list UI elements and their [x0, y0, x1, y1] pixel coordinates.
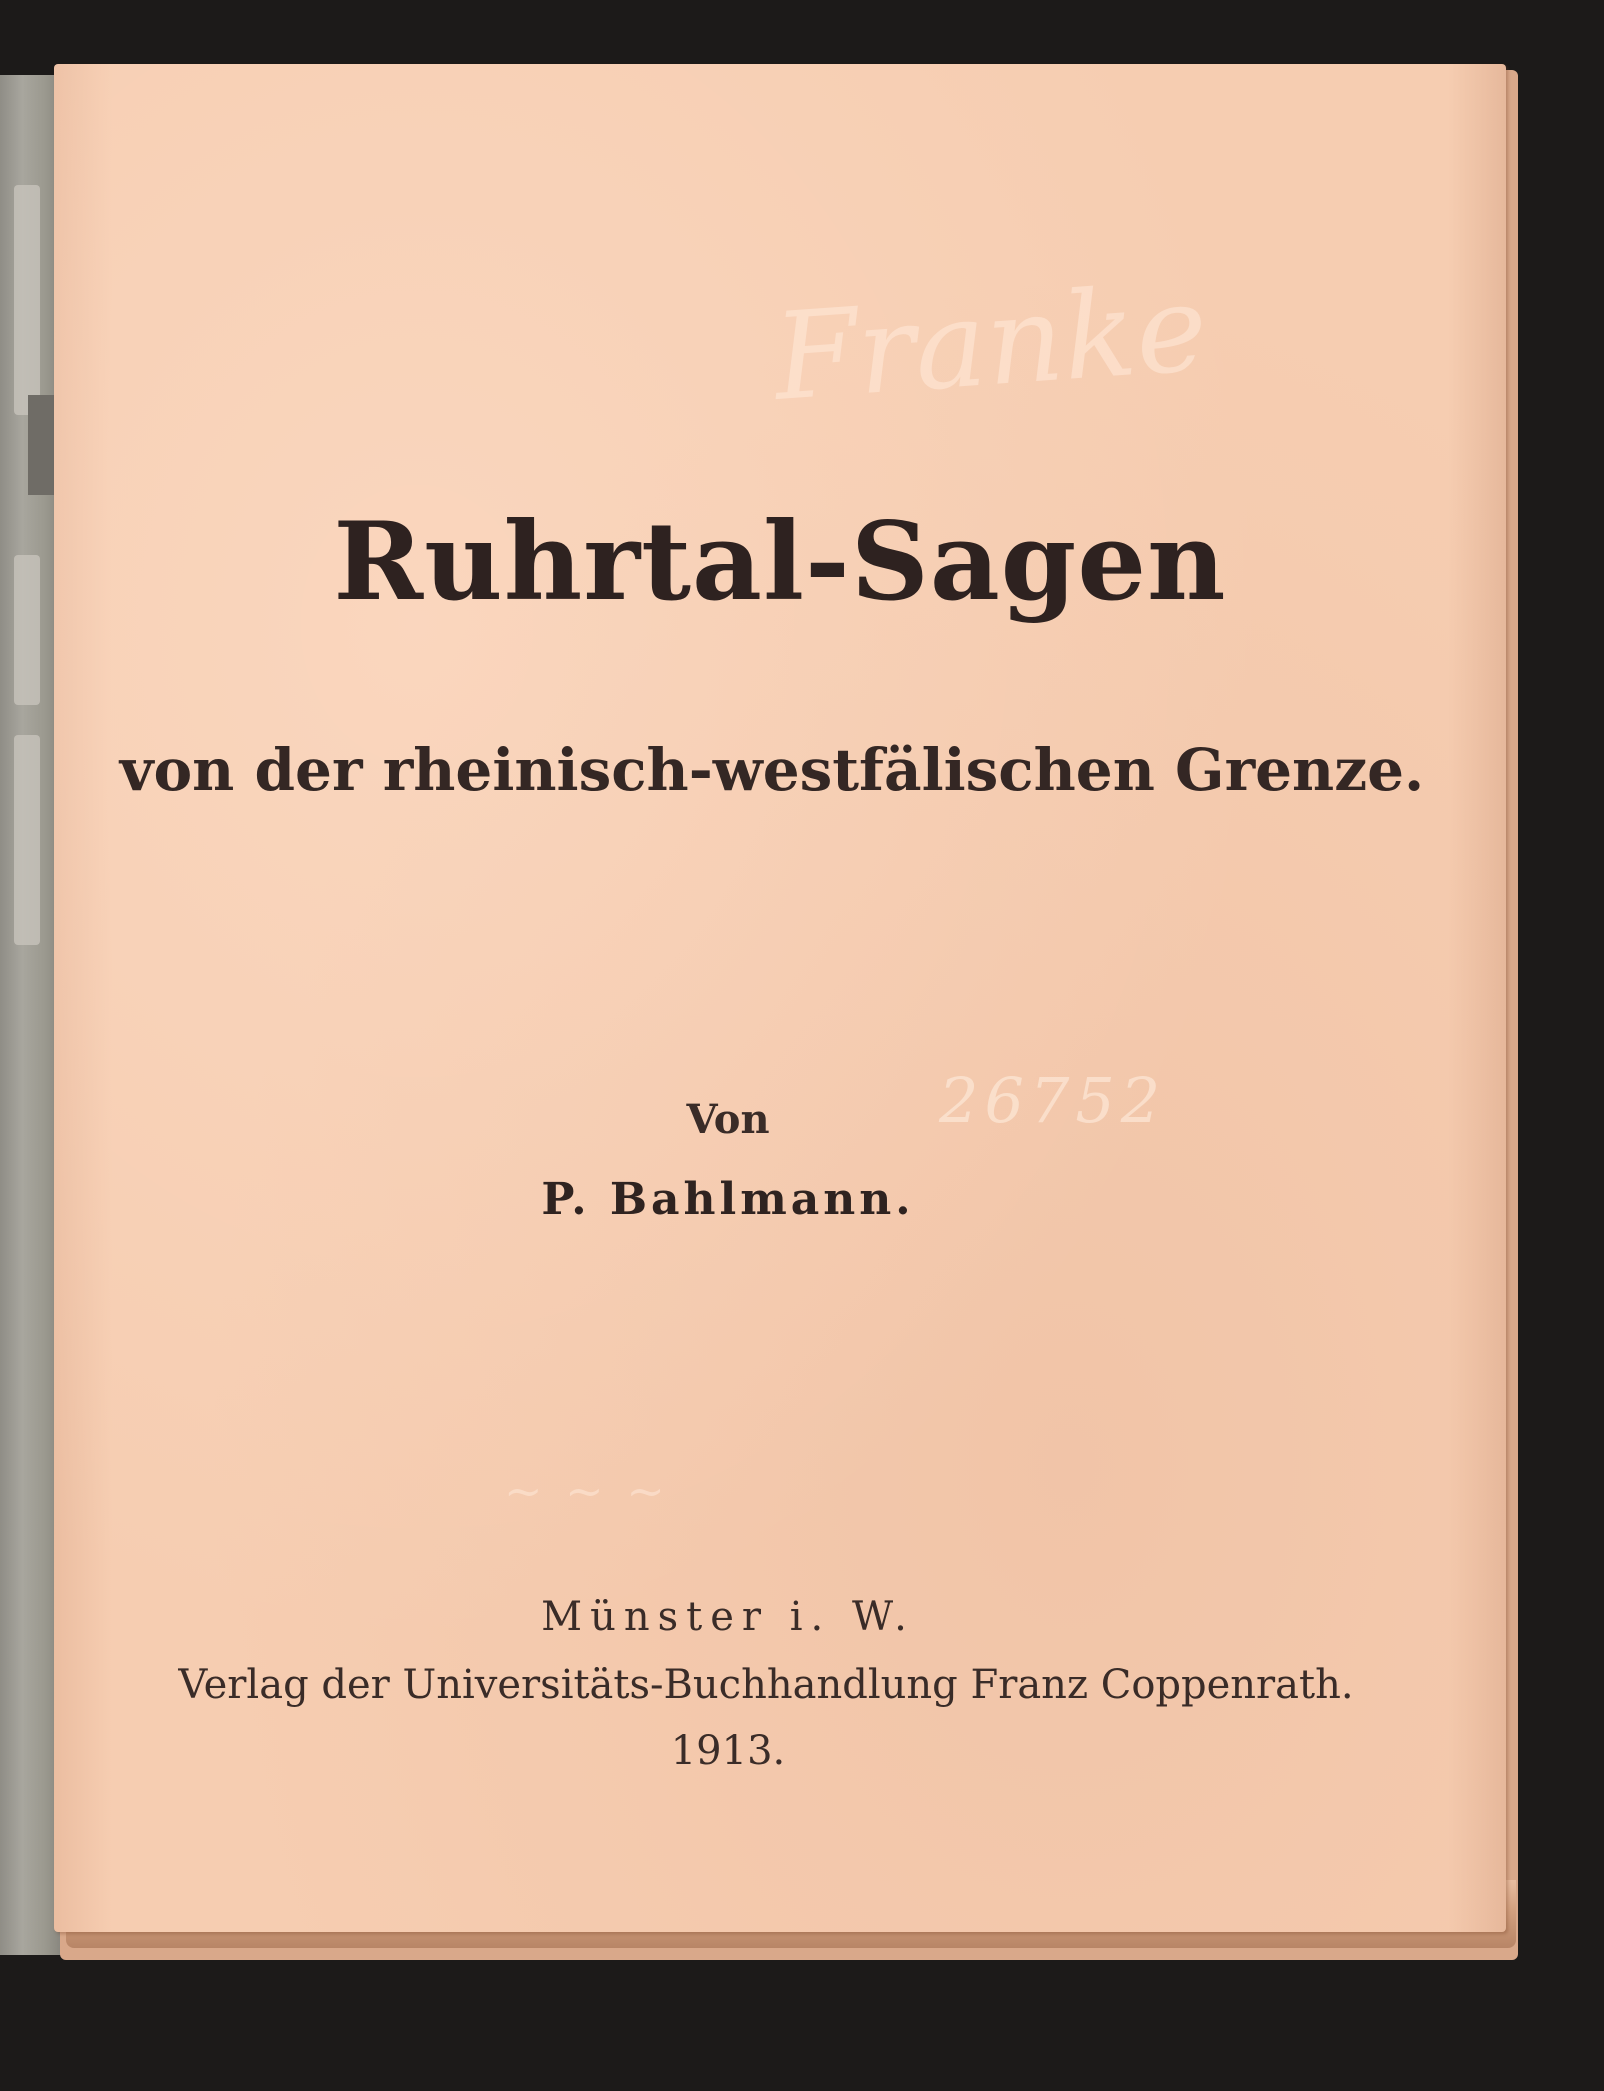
cover-tear — [14, 735, 40, 945]
faint-blind-stamp: ~ ~ ~ — [504, 1464, 669, 1518]
book-subtitle: von der rheinisch-westfälischen Grenze. — [119, 736, 1425, 804]
publication-place: Münster i. W. — [541, 1594, 915, 1640]
faint-pencil-signature: Franke — [769, 259, 1212, 428]
cover-tear — [14, 555, 40, 705]
book-title: Ruhrtal-Sagen — [333, 499, 1227, 625]
author-name: P. Bahlmann. — [541, 1174, 915, 1225]
title-page — [54, 64, 1506, 1932]
faint-embossed-number: 26752 — [939, 1064, 1167, 1137]
byline: Von — [686, 1096, 770, 1143]
cover-tear — [14, 185, 40, 415]
publication-year: 1913. — [670, 1728, 786, 1774]
publisher: Verlag der Universitäts-Buchhandlung Franz Coppenrath. — [178, 1662, 1354, 1708]
